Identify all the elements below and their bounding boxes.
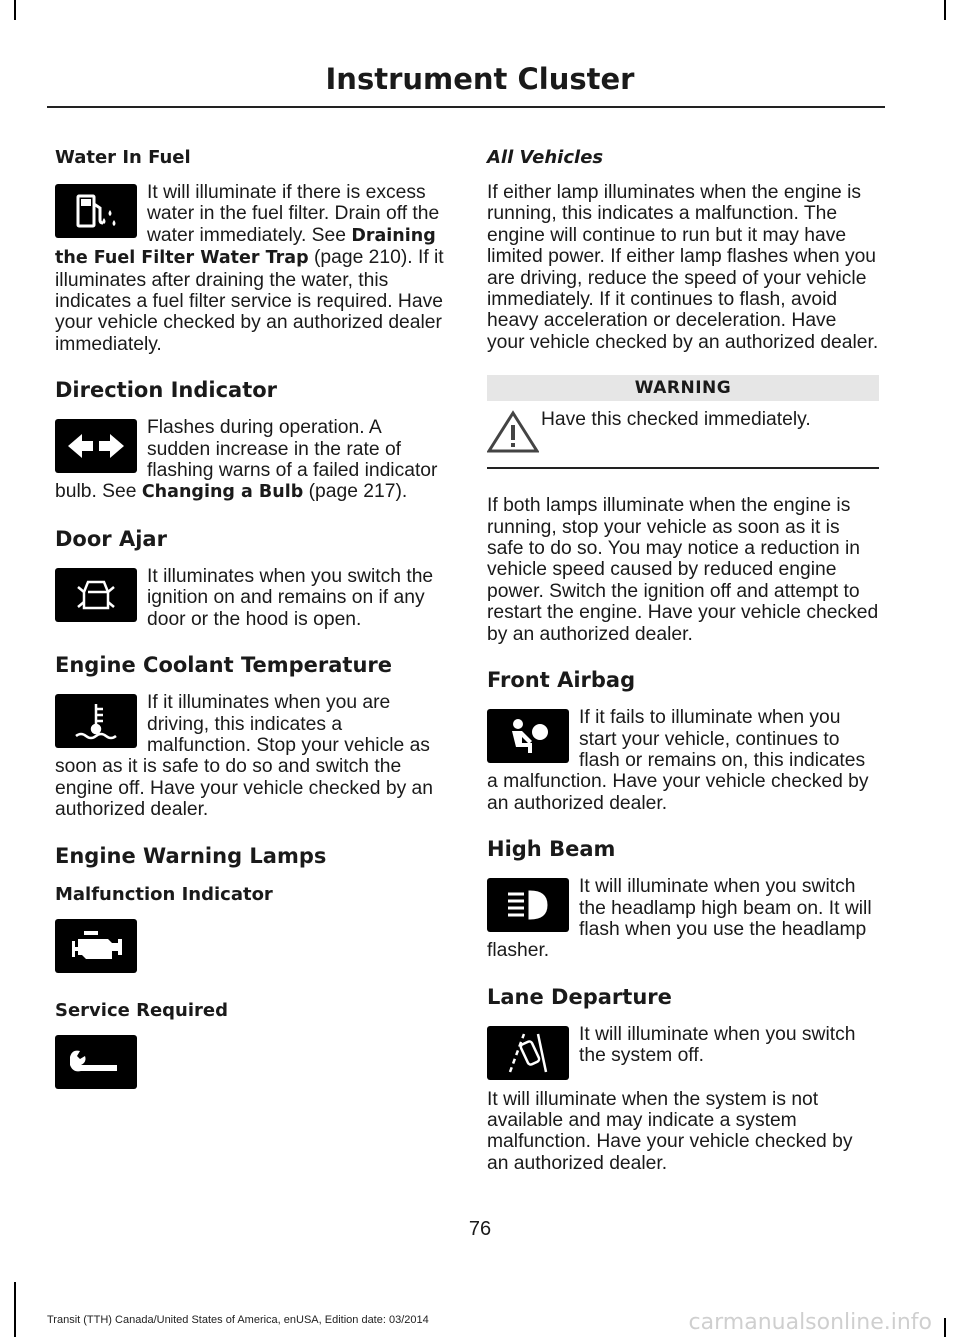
warning-label: WARNING xyxy=(487,375,879,401)
warning-text: Have this checked immediately. xyxy=(541,409,811,431)
lane-departure-text-2: It will illuminate when the system is not available and may indicate a system malfunction. Have your vehicle checked by an authorized dealer. xyxy=(487,1088,853,1174)
front-airbag-heading: Front Airbag xyxy=(487,668,636,693)
warning-box xyxy=(487,375,879,469)
lane-departure-icon xyxy=(487,1026,569,1080)
direction-indicator-heading: Direction Indicator xyxy=(55,378,278,403)
water-in-fuel-text-a: It will illuminate if there is excess water in the fuel filter. Drain off the water immediately. See xyxy=(147,182,440,246)
high-beam-text: It will illuminate when you switch the headlamp high beam on. It will flash when you use the headlamp flasher. xyxy=(487,876,872,962)
lane-departure-text-1: It will illuminate when you switch the system off. xyxy=(579,1023,856,1067)
all-vehicles-heading: All Vehicles xyxy=(487,147,604,168)
crop-mark xyxy=(14,0,16,20)
crop-mark xyxy=(944,0,946,20)
edition-footer: Transit (TTH) Canada/United States of America, enUSA, Edition date: 03/2014 xyxy=(47,1314,429,1326)
airbag-icon xyxy=(487,709,569,763)
coolant-temperature-icon xyxy=(55,694,137,748)
direction-indicator-text-a: Flashes during operation. A sudden increase in the rate of flashing warns of a failed indicator bulb. See xyxy=(55,417,438,503)
page-number: 76 xyxy=(468,1218,492,1240)
crop-mark xyxy=(14,1282,16,1337)
door-ajar-icon xyxy=(55,568,137,622)
engine-coolant-heading: Engine Coolant Temperature xyxy=(55,653,393,678)
watermark: carmanualsonline.info xyxy=(688,1310,932,1335)
water-in-fuel-heading: Water In Fuel xyxy=(55,147,191,168)
front-airbag-text: If it fails to illuminate when you start your vehicle, continues to flash or remains on, this indicates a malfunction. Have your vehicle checked by an authorized dealer. xyxy=(487,707,869,814)
header-divider xyxy=(47,106,885,108)
door-ajar-heading: Door Ajar xyxy=(55,526,167,551)
left-column xyxy=(55,146,447,1115)
warning-row xyxy=(487,401,879,467)
direction-indicator-text-b: (page 217). xyxy=(303,481,408,503)
water-in-fuel-text-b: (page 210). If it illuminates after draining the water, this indicates a fuel filter service is required. Have your vehicle checked by an authorized dealer immediately. xyxy=(55,247,444,355)
changing-bulb-link[interactable]: Changing a Bulb xyxy=(141,482,304,503)
lane-departure-heading: Lane Departure xyxy=(487,984,672,1009)
draining-fuel-filter-link[interactable]: Draining the Fuel Filter Water Trap xyxy=(55,225,436,269)
direction-arrows-icon xyxy=(55,419,137,473)
both-lamps-text: If both lamps illuminate when the engine is running, stop your vehicle as soon as it is safe to do so. You may notice a reduction in vehicle speed caused by reduced engine power. Switch the ignition off and attempt to restart the engine. Have your vehicle checked by an authorized dealer. xyxy=(487,495,879,645)
water-in-fuel-icon xyxy=(55,184,137,238)
right-column xyxy=(487,146,879,1196)
service-required-heading: Service Required xyxy=(55,999,229,1021)
high-beam-icon xyxy=(487,878,569,932)
engine-coolant-text: If it illuminates when you are driving, this indicates a malfunction. Stop your vehicle as soon as it is safe to do so and switch the engine off. Have your vehicle checked by an authorized dealer. xyxy=(55,692,434,821)
door-ajar-text: It illuminates when you switch the ignition on and remains on if any door or the hood is open. xyxy=(147,565,434,630)
page-title: Instrument Cluster xyxy=(325,62,635,96)
crop-mark xyxy=(944,1318,946,1337)
warning-triangle-icon xyxy=(487,409,539,455)
high-beam-heading: High Beam xyxy=(487,837,616,862)
engine-icon xyxy=(55,919,137,973)
all-vehicles-text: If either lamp illuminates when the engine is running, this indicates a malfunction. The engine will continue to run but it may have limited power. If either lamp flashes when you are driving, reduce the speed of your vehicle immediately. If it continues to flash, avoid heavy acceleration or deceleration. Have your vehicle checked by an authorized dealer. xyxy=(487,182,879,353)
malfunction-indicator-heading: Malfunction Indicator xyxy=(55,883,273,905)
wrench-icon xyxy=(55,1035,137,1089)
engine-warning-heading: Engine Warning Lamps xyxy=(55,843,327,868)
